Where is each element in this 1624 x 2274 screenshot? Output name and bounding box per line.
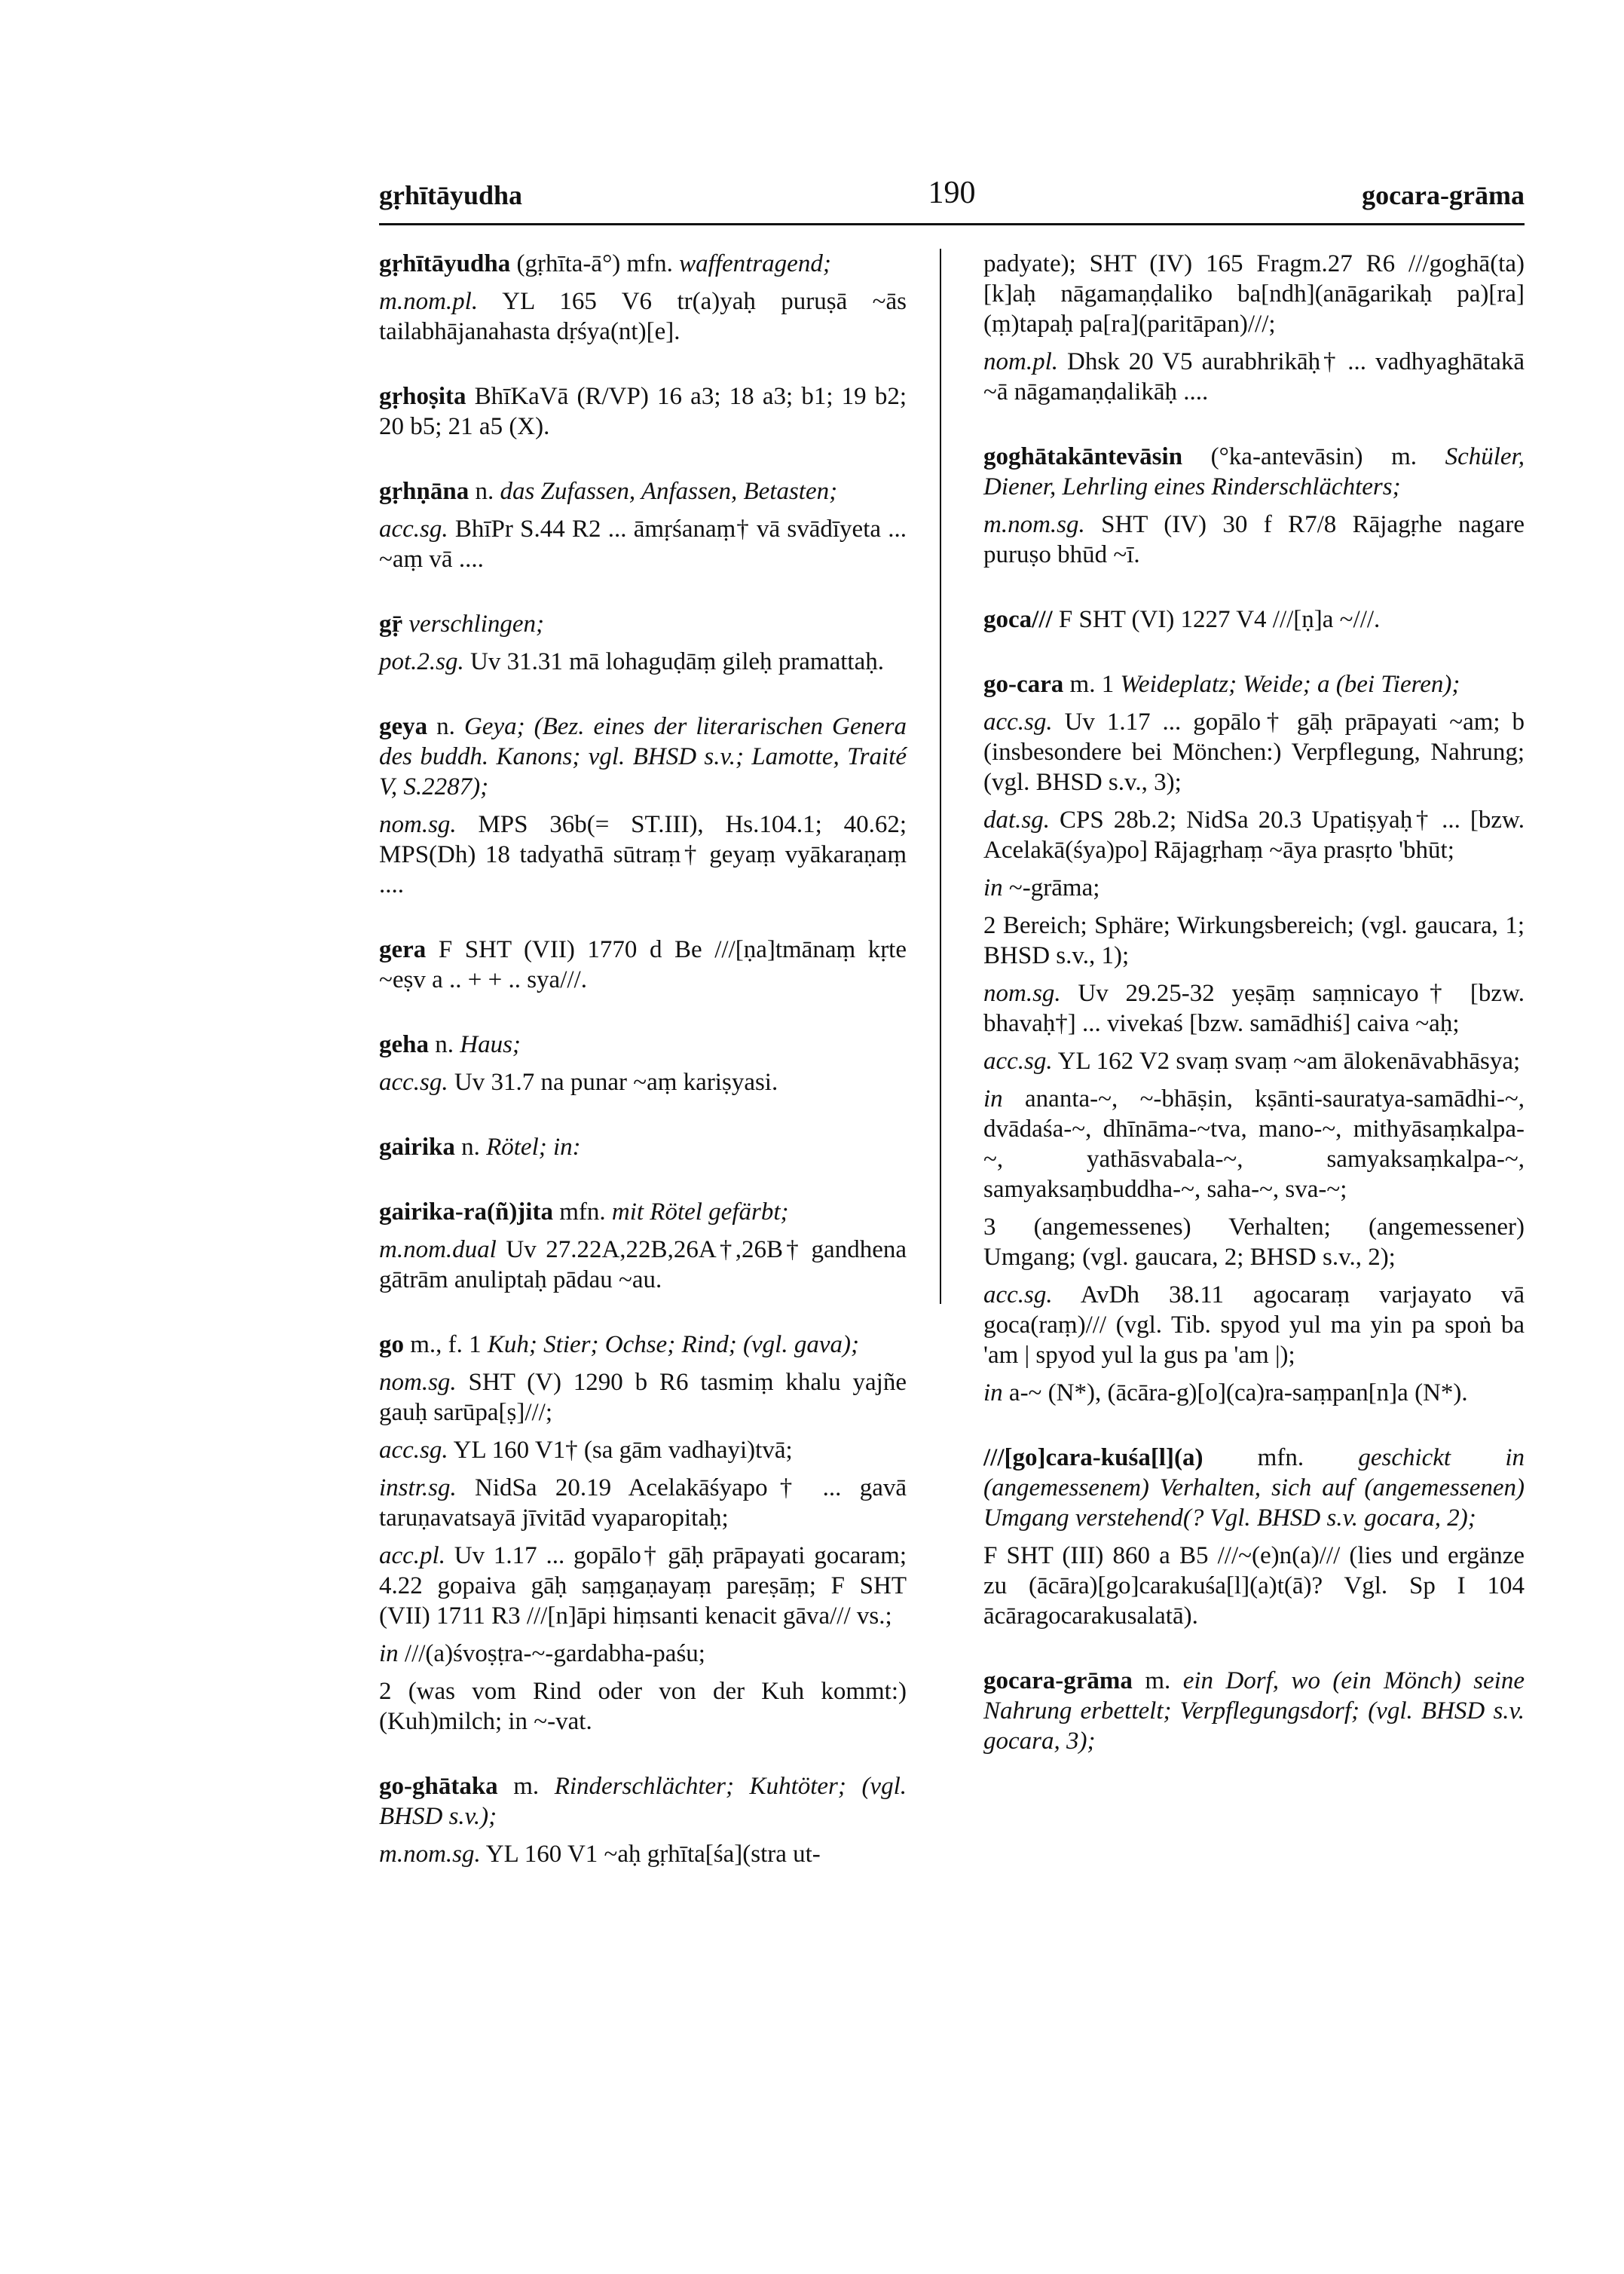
grammar-label: in — [983, 1085, 1003, 1113]
entry-text: m. — [1132, 1667, 1183, 1694]
dictionary-entry — [983, 1443, 1525, 1533]
entry-line — [379, 1235, 907, 1295]
entry-text: ///(a)śvoṣṭra-~-gardabha-paśu; — [398, 1640, 705, 1667]
entry-text: Dhsk 20 V5 aurabhrikāḥ† ... vadhyaghātakā ~ā nāgamaṇḍalikāḥ .... — [983, 348, 1525, 406]
gloss: Schüler, Diener, Lehrling eines Rinderschlächters; — [983, 443, 1525, 500]
grammar-label: pot.2.sg. — [379, 648, 464, 675]
entry-line — [983, 1378, 1525, 1408]
grammar-label: nom.sg. — [983, 980, 1061, 1007]
entry-text: n. — [429, 1031, 460, 1058]
headword: gṝ — [379, 611, 403, 638]
gloss: waffentragend; — [679, 250, 831, 277]
grammar-label: acc.sg. — [983, 709, 1053, 736]
headword: go-cara — [983, 671, 1064, 698]
dictionary-entry — [379, 249, 907, 279]
dictionary-entry — [379, 1197, 907, 1227]
grammar-label: in — [379, 1640, 399, 1667]
dictionary-entry — [379, 1771, 907, 1832]
grammar-label: acc.sg. — [983, 1281, 1053, 1308]
running-header — [379, 175, 1525, 220]
headword: gṛhṇāna — [379, 478, 469, 505]
dictionary-entry — [379, 1132, 907, 1162]
gloss: Rötel; in: — [486, 1134, 581, 1161]
gloss: Kuh; Stier; Ochse; Rind; (vgl. gava); — [487, 1331, 859, 1358]
entry-line — [379, 1839, 907, 1869]
grammar-label: nom.sg. — [379, 1369, 457, 1396]
entry-text: Uv 31.31 mā lohaguḍāṃ gileḥ pramattaḥ. — [463, 648, 884, 675]
entry-line — [983, 707, 1525, 797]
grammar-label: in — [983, 1379, 1003, 1406]
entry-text: SHT (IV) 30 f R7/8 Rājagṛhe nagare puruṣo bhūd ~ī. — [983, 511, 1525, 568]
entry-line — [983, 1046, 1525, 1076]
dictionary-entry — [379, 609, 907, 639]
entry-line — [983, 873, 1525, 903]
entry-text: Uv 29.25-32 yeṣāṃ saṃnicayo† [bzw. bhavaḥ†] ... vivekaś [bzw. samādhiś] caiva ~aḥ; — [983, 980, 1525, 1037]
entry-line — [983, 978, 1525, 1039]
headword: gera — [379, 936, 427, 963]
headword: gocara-grāma — [983, 1667, 1133, 1694]
entry-text: BhīPr S.44 R2 ... āmṛśanaṃ† vā svādīyeta ... ~aṃ vā .... — [379, 516, 907, 573]
headword: goghātakāntevāsin — [983, 443, 1183, 470]
entry-text: SHT (V) 1290 b R6 tasmiṃ khalu yajñe gauḥ sarūpa[ṣ]///; — [379, 1369, 907, 1426]
grammar-label: m.nom.sg. — [379, 1841, 481, 1868]
entry-text: AvDh 38.11 agocaraṃ varjayato vā goca(raṃ)/// (vgl. Tib. spyod yul ma yin pa spoṅ ba 'am | spyod yul la gus pa 'am |); — [983, 1281, 1525, 1369]
header-right-word: gocara-grāma — [1362, 180, 1525, 210]
entry-line — [379, 810, 907, 900]
entry-text: n. — [427, 713, 464, 740]
headword: go — [379, 1331, 404, 1358]
dictionary-entry — [983, 604, 1525, 635]
grammar-label: m.nom.dual — [379, 1236, 497, 1263]
entry-line — [983, 1541, 1525, 1631]
entry-text: (gṛhīta-ā°) mfn. — [510, 250, 680, 277]
grammar-label: nom.sg. — [379, 811, 457, 838]
grammar-label: nom.pl. — [983, 348, 1058, 375]
headword: ///[go]cara-kuśa[l](a) — [983, 1444, 1203, 1471]
grammar-label: acc.sg. — [983, 1048, 1053, 1075]
headword: go-ghātaka — [379, 1773, 498, 1800]
entry-text: Uv 31.7 na punar ~aṃ kariṣyasi. — [448, 1069, 778, 1096]
headword: goca/// — [983, 606, 1053, 633]
entry-line — [983, 510, 1525, 570]
dictionary-entry — [379, 712, 907, 802]
entry-text: a-~ (N*), (ācāra-g)[o](ca)ra-saṃpan[n]a (N*). — [1002, 1379, 1468, 1406]
headword: gṛhoṣita — [379, 383, 466, 410]
entry-line — [983, 347, 1525, 407]
entry-text: n. — [454, 1134, 487, 1161]
gloss: geschickt in (angemessenem) Verhalten, sich auf (angemessenen) Umgang verstehend(? Vgl. BHSD s.v. gocara, 2); — [983, 1444, 1525, 1532]
entry-text: (°ka-antevāsin) m. — [1182, 443, 1445, 470]
dictionary-entry — [379, 1330, 907, 1360]
entry-text: Uv 1.17 ... gopālo† gāḥ prāpayati gocaram; 4.22 gopaiva gāḥ saṃgaṇayaṃ pareṣāṃ; F SHT (VII) 1711 R3 ///[n]āpi hiṃsanti kenacit gāva/// vs.; — [379, 1542, 907, 1630]
grammar-label: dat.sg. — [983, 806, 1051, 834]
entry-text: 2 (was vom Rind oder von der Kuh kommt:) (Kuh)milch; in ~-vat. — [379, 1678, 907, 1735]
header-left-word: gṛhītāyudha — [379, 180, 523, 210]
gloss: Weideplatz; Weide; a (bei Tieren); — [1120, 671, 1460, 698]
grammar-label: m.nom.sg. — [983, 511, 1085, 538]
entry-line — [379, 286, 907, 347]
entry-line — [983, 1084, 1525, 1204]
entry-line — [379, 1067, 907, 1097]
entry-text: MPS 36b(= ST.III), Hs.104.1; 40.62; MPS(Dh) 18 tadyathā sūtraṃ† geyaṃ vyākaraṇaṃ .... — [379, 811, 907, 898]
right-column — [983, 249, 1525, 1756]
grammar-label: m.nom.pl. — [379, 288, 479, 315]
entry-text: m. 1 — [1063, 671, 1121, 698]
entry-line — [983, 1212, 1525, 1272]
grammar-label: acc.sg. — [379, 516, 448, 543]
left-column — [379, 249, 907, 1869]
gloss: mit Rötel gefärbt; — [611, 1198, 789, 1226]
entry-text: YL 160 V1† (sa gām vadhayi)tvā; — [448, 1437, 793, 1464]
entry-line — [983, 249, 1525, 339]
dictionary-entry — [379, 1030, 907, 1060]
entry-text: YL 160 V1 ~aḥ gṛhīta[śa](stra ut- — [480, 1841, 821, 1868]
gloss: Haus; — [460, 1031, 521, 1058]
entry-line — [983, 1280, 1525, 1370]
dictionary-entry — [379, 476, 907, 507]
entry-text: ~-grāma; — [1002, 874, 1100, 901]
entry-text: Uv 27.22A,22B,26A†,26B† gandhena gātrām anuliptaḥ pādau ~au. — [379, 1236, 907, 1293]
grammar-label: acc.sg. — [379, 1437, 448, 1464]
entry-line — [379, 1473, 907, 1533]
header-rule — [379, 223, 1525, 225]
entry-text: m. — [497, 1773, 555, 1800]
grammar-label: instr.sg. — [379, 1474, 457, 1501]
grammar-label: acc.sg. — [379, 1069, 448, 1096]
dictionary-entry — [983, 669, 1525, 699]
dictionary-entry — [983, 1666, 1525, 1756]
headword: gairika-ra(ñ)jita — [379, 1198, 553, 1226]
entry-text: F SHT (III) 860 a B5 ///~(e)n(a)/// (lies und ergänze zu (ācāra)[go]carakuśa[l](a)t(ā)? Vgl. Sp I 104 ācāragocarakusalatā). — [983, 1542, 1525, 1630]
headword: geya — [379, 713, 428, 740]
entry-text: m., f. 1 — [404, 1331, 488, 1358]
entry-text: 2 Bereich; Sphäre; Wirkungsbereich; (vgl. gaucara, 1; BHSD s.v., 1); — [983, 912, 1525, 969]
entry-text: NidSa 20.19 Acelakāśyapo† ... gavā taruṇavatsayā jīvitād vyaparopitaḥ; — [379, 1474, 907, 1532]
entry-text: 3 (angemessenes) Verhalten; (angemessener) Umgang; (vgl. gaucara, 2; BHSD s.v., 2); — [983, 1214, 1525, 1271]
page-number: 190 — [928, 176, 976, 210]
entry-line — [983, 805, 1525, 865]
entry-text: F SHT (VI) 1227 V4 ///[ṇ]a ~///. — [1052, 606, 1381, 633]
entry-text: ananta-~, ~-bhāṣin, kṣānti-sauratya-samādhi-~, dvādaśa-~, dhīnāma-~tva, mano-~, mithyāsaṃkalpa-~, yathāsvabala-~, samyaksaṃkalpa-~, samyaksaṃbuddha-~, saha-~, sva-~; — [983, 1085, 1525, 1203]
entry-line — [379, 1541, 907, 1631]
dictionary-entry — [379, 381, 907, 442]
entry-line — [379, 1639, 907, 1669]
entry-text: mfn. — [552, 1198, 612, 1226]
entry-text: mfn. — [1203, 1444, 1359, 1471]
entry-line — [983, 911, 1525, 971]
entry-text: YL 165 V6 tr(a)yaḥ puruṣā ~ās tailabhājanahasta dṛśya(nt)[e]. — [379, 288, 907, 345]
gloss: ein Dorf, wo (ein Mönch) seine Nahrung erbettelt; Verpflegungsdorf; (vgl. BHSD s.v. gocara, 3); — [983, 1667, 1525, 1755]
entry-line — [379, 1676, 907, 1737]
entry-text: F SHT (VII) 1770 d Be ///[ṇa]tmānaṃ kṛte ~eṣv a .. + + .. sya///. — [379, 936, 907, 993]
entry-text: BhīKaVā (R/VP) 16 a3; 18 a3; b1; 19 b2; 20 b5; 21 a5 (X). — [379, 383, 907, 440]
entry-text: Uv 1.17 ... gopālo† gāḥ prāpayati ~am; b (insbesondere bei Mönchen:) Verpflegung, Nahrung; (vgl. BHSD s.v., 3); — [983, 709, 1525, 796]
entry-line — [379, 514, 907, 574]
gloss: das Zufassen, Anfassen, Betasten; — [500, 478, 838, 505]
entry-line — [379, 647, 907, 677]
entry-text: CPS 28b.2; NidSa 20.3 Upatiṣyaḥ† ... [bzw. Acelakā(śya)po] Rājagṛhaṃ ~āya prasṛto 'bhūt; — [983, 806, 1525, 864]
dictionary-entry — [983, 442, 1525, 502]
dictionary-entry — [379, 935, 907, 995]
gloss: Geya; (Bez. eines der literarischen Genera des buddh. Kanons; vgl. BHSD s.v.; Lamotte, Traité V, S.2287); — [379, 713, 907, 800]
entry-text: n. — [469, 478, 500, 505]
entry-line — [379, 1367, 907, 1428]
entry-line — [379, 1435, 907, 1465]
headword: gṛhītāyudha — [379, 250, 511, 277]
grammar-label: acc.pl. — [379, 1542, 445, 1569]
headword: gairika — [379, 1134, 455, 1161]
entry-text: YL 162 V2 svaṃ svaṃ ~am ālokenāvabhāsya; — [1052, 1048, 1521, 1075]
entry-text: padyate); SHT (IV) 165 Fragm.27 R6 ///goghā(ta)[k]aḥ nāgamaṇḍaliko ba[ndh](anāgarikaḥ pa)[ra](ṃ)tapaḥ pa[ra](paritāpan)///; — [983, 250, 1525, 338]
gloss: verschlingen; — [408, 611, 545, 638]
gloss: Rinderschlächter; Kuhtöter; (vgl. BHSD s.v.); — [379, 1773, 907, 1830]
column-divider — [940, 249, 941, 1304]
grammar-label: in — [983, 874, 1003, 901]
headword: geha — [379, 1031, 429, 1058]
